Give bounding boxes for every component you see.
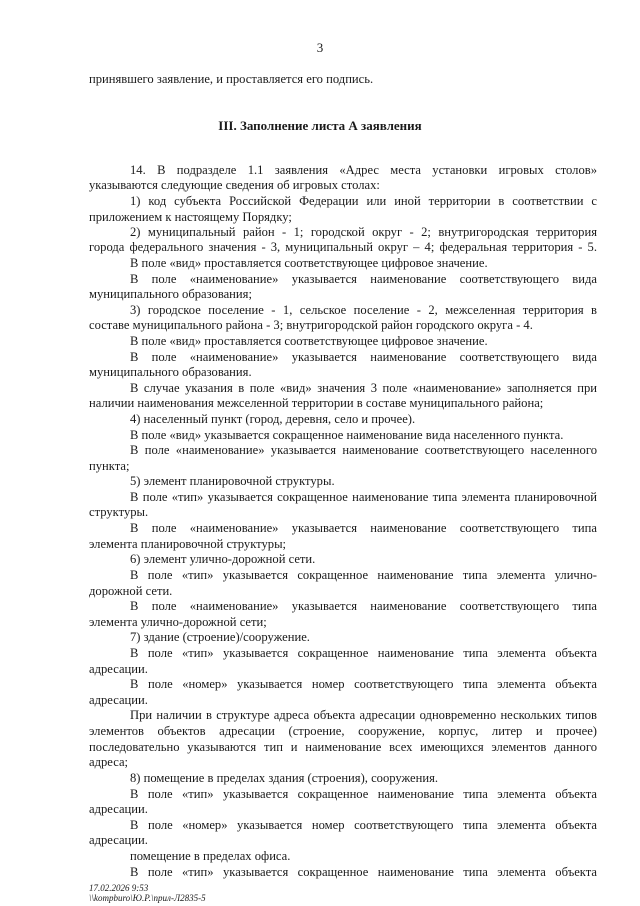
text-line: В поле «наименование» указывается наименование соответствующего вида <box>130 350 597 364</box>
text-line: В поле «тип» указывается сокращенное наименование типа элемента объекта <box>130 865 597 879</box>
text-line: муниципального образования; <box>89 287 252 301</box>
text-line: адреса; <box>89 755 129 769</box>
text-line: дорожной сети. <box>89 584 173 598</box>
text-line: приложением к настоящему Порядку; <box>89 210 292 224</box>
text-line: В поле «тип» указывается сокращенное наименование типа элемента улично- <box>130 568 597 582</box>
text-line: элемента планировочной структуры; <box>89 537 287 551</box>
text-line: 2) муниципальный район - 1; городской округ - 2; внутригородская территория <box>130 225 597 239</box>
text-line: структуры. <box>89 505 149 519</box>
text-line: В случае указания в поле «вид» значения 3 поле «наименование» заполняется при <box>130 381 597 395</box>
text-line: адресации. <box>89 833 148 847</box>
text-line: В поле «номер» указывается номер соответствующего типа элемента объекта <box>130 677 597 691</box>
text-line: В поле «вид» проставляется соответствующее цифровое значение. <box>130 256 488 270</box>
text-line: 3) городское поселение - 1, сельское поселение - 2, межселенная территория в <box>130 303 597 317</box>
text-line: В поле «тип» указывается сокращенное наименование типа элемента объекта <box>130 787 597 801</box>
text-line: наличии наименования межселенной территории в составе муниципального района; <box>89 396 544 410</box>
text-line: В поле «вид» проставляется соответствующее цифровое значение. <box>130 334 488 348</box>
page-number: 3 <box>316 40 324 55</box>
text-line: муниципального образования. <box>89 365 252 379</box>
text-line: 5) элемент планировочной структуры. <box>130 474 335 488</box>
text-line: пункта; <box>89 459 130 473</box>
text-line: помещение в пределах офиса. <box>130 849 291 863</box>
text-line: 7) здание (строение)/сооружение. <box>130 630 310 644</box>
text-line: города федерального значения - 3, муниципальный округ – 4; федеральная территория - 5. <box>89 240 597 254</box>
text-line: адресации. <box>89 802 148 816</box>
text-line: элемента улично-дорожной сети; <box>89 615 267 629</box>
text-line: В поле «наименование» указывается наименование соответствующего типа <box>130 521 597 535</box>
text-line: При наличии в структуре адреса объекта адресации одновременно нескольких типов <box>130 708 597 722</box>
text-line: адресации. <box>89 662 148 676</box>
text-line: 14. В подразделе 1.1 заявления «Адрес места установки игровых столов» <box>130 163 597 177</box>
text-line: 1) код субъекта Российской Федерации или иной территории в соответствии с <box>130 194 597 208</box>
text-line: составе муниципального района - 3; внутригородской район городского округа - 4. <box>89 318 533 332</box>
text-line: В поле «наименование» указывается наименование соответствующего вида <box>130 272 597 286</box>
text-line: последовательно указываются тип и наименование всех имеющихся элементов данного <box>89 740 597 754</box>
text-line: В поле «наименование» указывается наименование соответствующего типа <box>130 599 597 613</box>
text-line: принявшего заявление, и проставляется его подпись. <box>89 72 374 86</box>
footer-date: 17.02.2026 9:53 <box>89 883 149 893</box>
text-line: элементов объектов адресации (строение, сооружение, корпус, литер и прочее) <box>89 724 597 738</box>
text-line: адресации. <box>89 693 148 707</box>
text-line: В поле «тип» указывается сокращенное наименование типа элемента планировочной <box>130 490 597 504</box>
footer-file-path: \\kompburo\Ю.Р.\прил-Л2835-5 <box>89 893 206 903</box>
text-line: В поле «номер» указывается номер соответствующего типа элемента объекта <box>130 818 597 832</box>
text-line: указываются следующие сведения об игровых столах: <box>89 178 380 192</box>
text-line: 6) элемент улично-дорожной сети. <box>130 552 316 566</box>
text-line: В поле «тип» указывается сокращенное наименование типа элемента объекта <box>130 646 597 660</box>
text-line: 8) помещение в пределах здания (строения), сооружения. <box>130 771 439 785</box>
text-line: 4) населенный пункт (город, деревня, село и прочее). <box>130 412 416 426</box>
text-line: В поле «наименование» указывается наименование соответствующего населенного <box>130 443 597 457</box>
text-line: В поле «вид» указывается сокращенное наименование вида населенного пункта. <box>130 428 564 442</box>
section-heading: III. Заполнение листа А заявления <box>218 118 422 133</box>
